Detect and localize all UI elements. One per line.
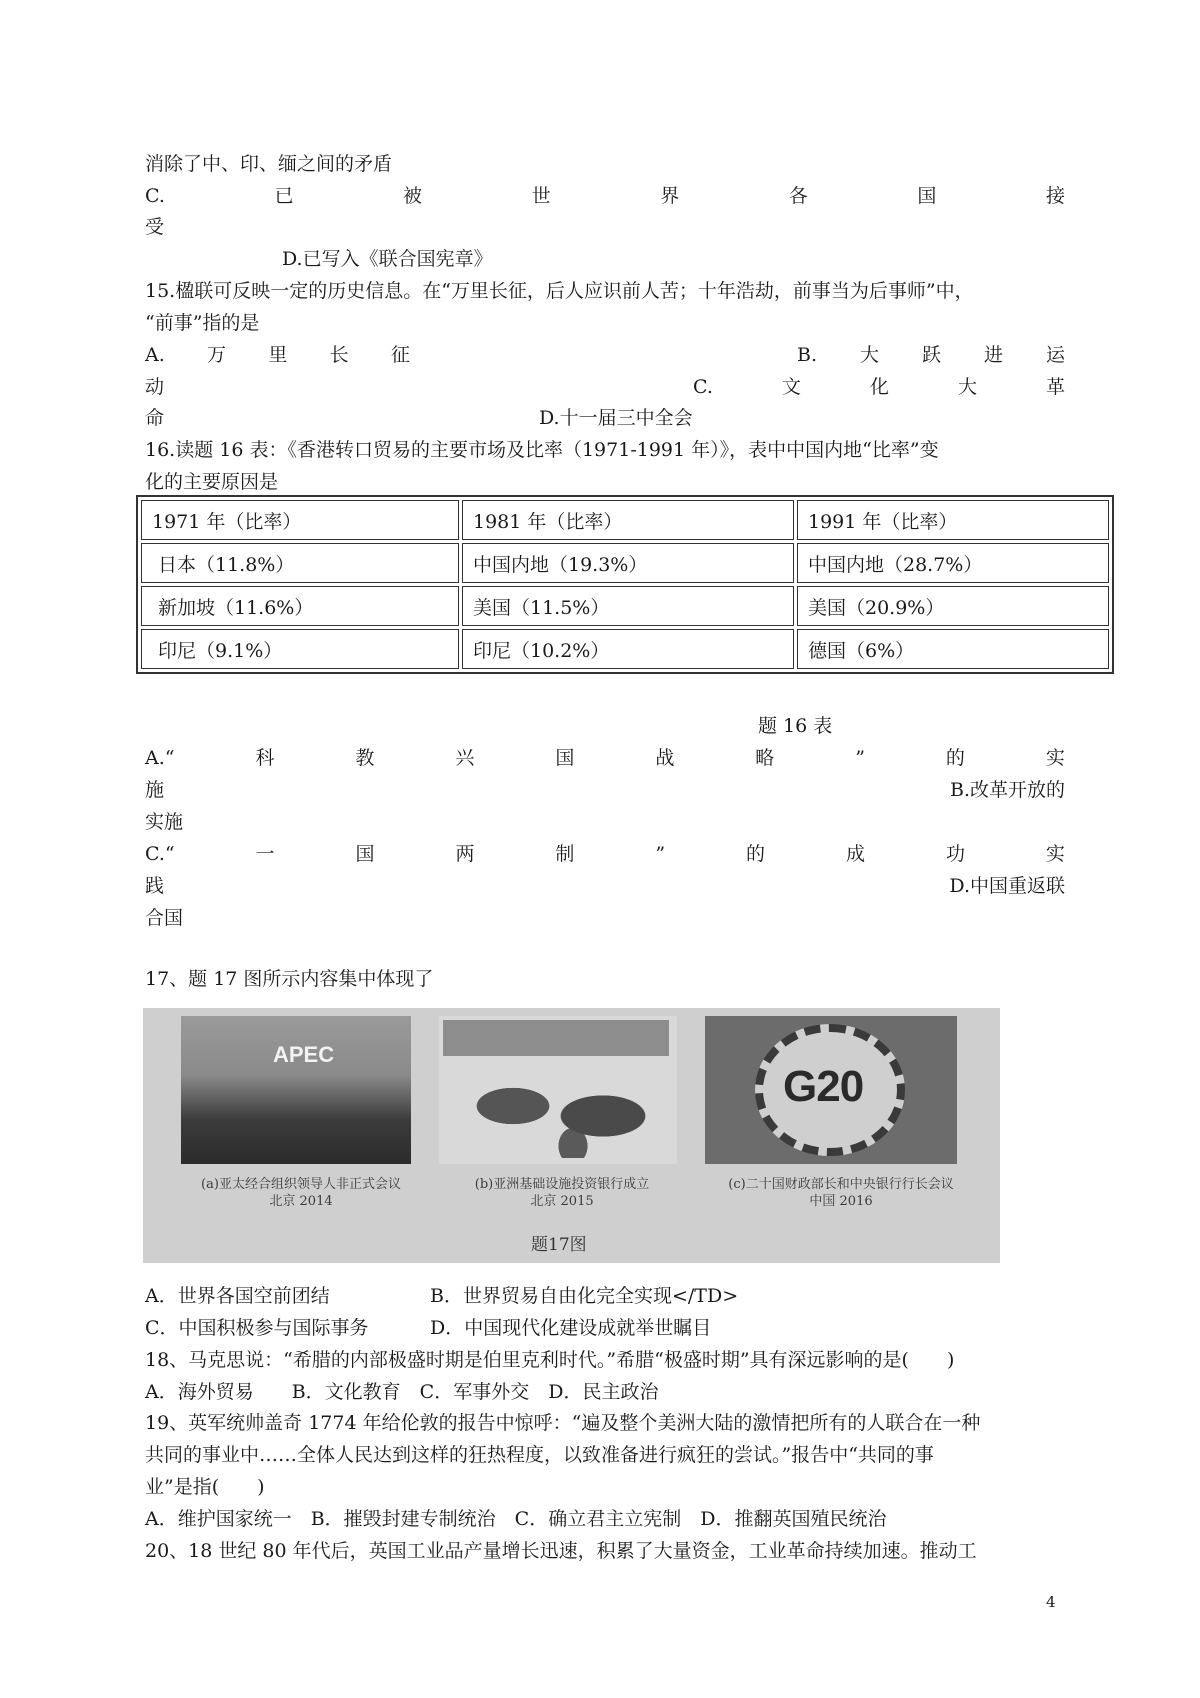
table-cell: 中国内地（19.3%） bbox=[462, 543, 794, 583]
table-header-row bbox=[141, 500, 1109, 540]
option-14c: C. 已 被 世 界 各 国 接 bbox=[145, 185, 1065, 207]
table-row bbox=[141, 629, 1109, 669]
table-cell: 日本（11.8%） bbox=[141, 543, 459, 583]
table-row bbox=[141, 586, 1109, 626]
table-header: 1971 年（比率） bbox=[141, 500, 459, 540]
table-caption: 题 16 表 bbox=[758, 715, 833, 737]
text-line: 受 bbox=[145, 216, 165, 238]
question-15: 15.楹联可反映一定的历史信息。在“万里长征，后人应识前人苦；十年浩劫，前事当为后事师”中， bbox=[145, 280, 974, 302]
options-19: A．维护国家统一 B．摧毁封建专制统治 C．确立君主立宪制 D．推翻英国殖民统治 bbox=[145, 1508, 887, 1530]
option-16c: C.“ 一 国 两 制 ” 的 成 功 实 bbox=[145, 843, 1065, 865]
options-15-line2: 动 C. 文 化 大 革 bbox=[145, 376, 1065, 398]
options-18: A．海外贸易 B．文化教育 C．军事外交 D．民主政治 bbox=[145, 1381, 659, 1403]
question-16-cont: 化的主要原因是 bbox=[145, 471, 279, 493]
option-14d: D.已写入《联合国宪章》 bbox=[282, 248, 493, 270]
question-20: 20、18 世纪 80 年代后，英国工业品产量增长迅速，积累了大量资金，工业革命持续加速。推动工 bbox=[145, 1540, 977, 1562]
question-16: 16.读题 16 表：《香港转口贸易的主要市场及比率（1971-1991 年）》，表中中国内地“比率”变 bbox=[145, 439, 939, 461]
options-15-line3: 命 D.十一届三中全会 bbox=[145, 407, 693, 429]
table-header: 1981 年（比率） bbox=[462, 500, 794, 540]
option-16-line2: 施 B.改革开放的 bbox=[145, 779, 1065, 801]
table-header: 1991 年（比率） bbox=[797, 500, 1109, 540]
g20-photo bbox=[705, 1016, 957, 1164]
page-number: 4 bbox=[1046, 1593, 1056, 1611]
option-16a: A.“ 科 教 兴 国 战 略 ” 的 实 bbox=[145, 747, 1065, 769]
caption-a: (a)亚太经合组织领导人非正式会议 北京 2014 bbox=[201, 1177, 401, 1209]
table-cell: 美国（20.9%） bbox=[797, 586, 1109, 626]
caption-c: (c)二十国财政部长和中央银行行长会议 中国 2016 bbox=[728, 1177, 954, 1209]
aiib-photo bbox=[439, 1016, 677, 1164]
world-map bbox=[453, 1066, 665, 1158]
question-15-cont: “前事”指的是 bbox=[145, 312, 260, 334]
g20-logo: G20 bbox=[783, 1062, 864, 1111]
options-17-line2: C．中国积极参与国际事务 D．中国现代化建设成就举世瞩目 bbox=[145, 1317, 712, 1339]
caption-b: (b)亚洲基础设施投资银行成立 北京 2015 bbox=[474, 1177, 650, 1209]
question-17: 17、题 17 图所示内容集中体现了 bbox=[145, 968, 434, 990]
table-cell: 德国（6%） bbox=[797, 629, 1109, 669]
table-cell: 印尼（9.1%） bbox=[141, 629, 459, 669]
table-cell: 新加坡（11.6%） bbox=[141, 586, 459, 626]
apec-logo: APEC bbox=[273, 1042, 335, 1067]
question-19-cont: 共同的事业中……全体人民达到这样的狂热程度，以致准备进行疯狂的尝试。”报告中“共同的事 bbox=[145, 1444, 934, 1466]
apec-photo bbox=[181, 1016, 411, 1164]
figure-title: 题17图 bbox=[531, 1235, 587, 1255]
figure-17 bbox=[143, 1008, 1000, 1263]
table-16 bbox=[136, 495, 1114, 674]
table-cell: 中国内地（28.7%） bbox=[797, 543, 1109, 583]
text-line: 合国 bbox=[145, 907, 184, 929]
text-line: 实施 bbox=[145, 811, 184, 833]
question-18: 18、马克思说：“希腊的内部极盛时期是伯里克利时代。”希腊“极盛时期”具有深远影响的是( ) bbox=[145, 1349, 955, 1371]
text-line: 消除了中、印、缅之间的矛盾 bbox=[145, 153, 393, 175]
question-19: 19、英军统帅盖奇 1774 年给伦敦的报告中惊呼：“遍及整个美洲大陆的激情把所有的人联合在一种 bbox=[145, 1412, 981, 1434]
option-16-line5: 践 D.中国重返联 bbox=[145, 875, 1065, 897]
table-cell: 美国（11.5%） bbox=[462, 586, 794, 626]
table-cell: 印尼（10.2%） bbox=[462, 629, 794, 669]
question-19-cont: 业”是指( ) bbox=[145, 1476, 265, 1498]
options-17-line1: A．世界各国空前团结 B．世界贸易自由化完全实现</TD> bbox=[145, 1285, 739, 1307]
banner bbox=[443, 1020, 669, 1056]
table-row bbox=[141, 543, 1109, 583]
